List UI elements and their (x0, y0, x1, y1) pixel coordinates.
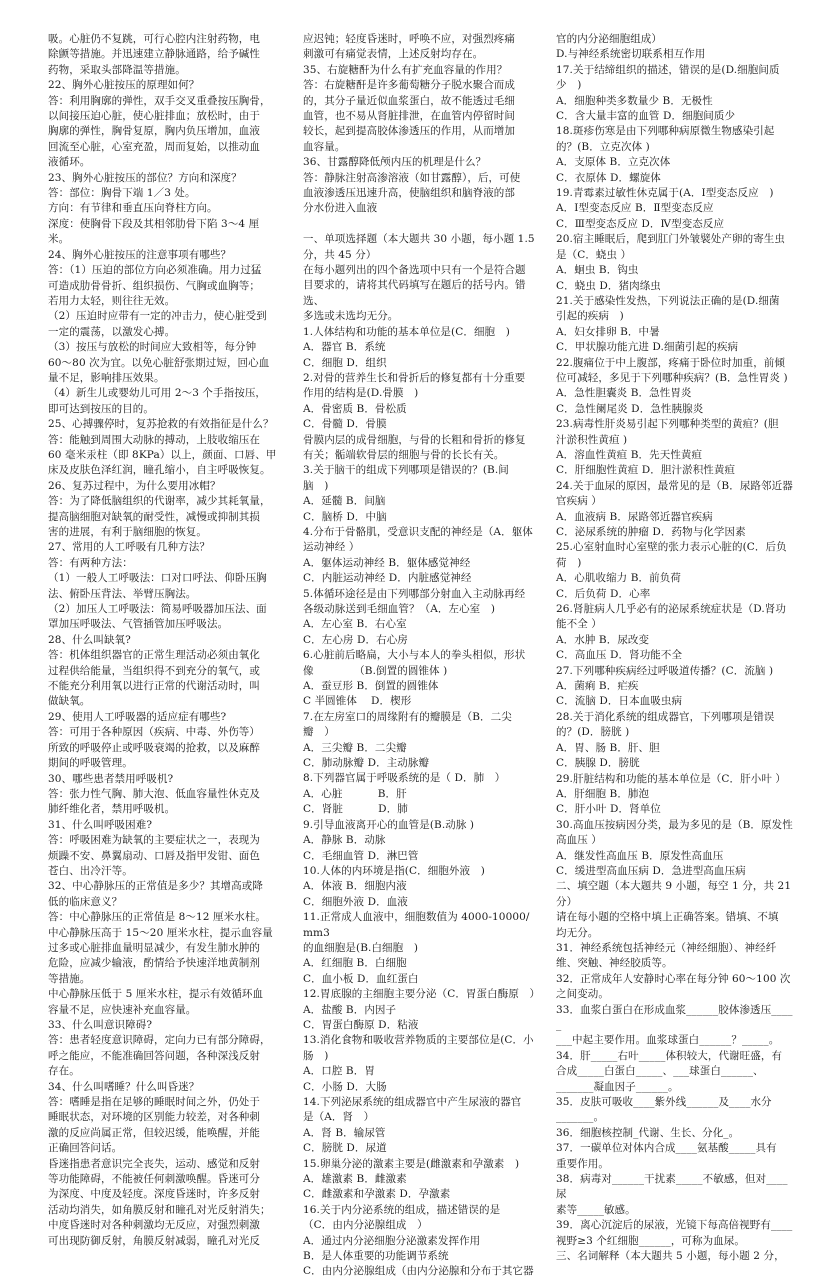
text-line: C．脑桥 D．中脑 (303, 510, 387, 523)
text-line: 三、名词解释（本大题共 5 小题，每小题 2 分， (556, 1250, 785, 1263)
text-line: C．由内分泌腺组成（由内分泌腺和分布于其它器 (303, 1265, 534, 1278)
text-line: 回流至心脏，心室充盈，周而复始，以推动血 (48, 140, 260, 153)
text-line: 33．血浆白蛋白在形成血浆______胶体渗透压_____ (556, 1003, 793, 1031)
text-line: A．器官 B．系统 (303, 341, 386, 354)
text-line: 一、单项选择题（本大题共 30 小题，每小题 1.5 (303, 233, 535, 246)
text-line: 激的反应尚属正常，但较迟缓，能唤醒，并能 (48, 1126, 260, 1139)
text-line: 23.病毒性肝炎易引起下列哪种类型的黄疸？(胆 (556, 418, 779, 431)
text-line: 答：（1）压迫的部位方向必须准确。用力过猛 (48, 264, 262, 277)
text-line: C．甲状腺功能亢进 D.细菌引起的疾病 (556, 341, 739, 354)
text-line: 30.高血压按病因分类，最为多见的是（B．原发性 (556, 818, 793, 831)
text-line: A．通过内分泌细胞分泌激素发挥作用 (303, 1234, 481, 1247)
text-line: 刺激可有痛觉表情，上述反射均存在。 (303, 48, 484, 61)
text-line: 答：张力性气胸、肺大泡、低血容量性休克及 (48, 787, 260, 800)
text-line: 官的内分泌细胞组成） (556, 33, 662, 45)
text-column-left (48, 32, 278, 1249)
text-line: 若用力太轻，则往往无效。 (48, 294, 176, 307)
text-line: A．延髓 B．间脑 (303, 495, 386, 508)
text-line: 中度昏迷时对各种刺激均无反应，对强烈刺激 (48, 1219, 260, 1232)
text-line: 答：利用胸廓的弹性，双手交叉重叠按压胸骨， (48, 94, 271, 107)
text-line: 60～80 次为宜。以免心脏舒张期过短，回心血 (48, 356, 270, 369)
text-line (303, 217, 535, 232)
text-line: 可造成肋骨骨折、组织损伤、气胸或血胸等； (48, 279, 260, 292)
text-line: （3）按压与放松的时间应大致相等，每分钟 (48, 341, 257, 354)
text-line: 答：中心静脉压的正常值是 8～12 厘米水柱。 (48, 911, 267, 924)
text-line: 分，共 45 分） (303, 248, 377, 261)
text-line: 26、复苏过程中，为什么要用冰帽？ (48, 479, 221, 492)
text-line: A．体液 B．细胞内液 (303, 880, 407, 893)
text-line: 有关；骺端软骨层的细胞与骨的长长有关。 (303, 448, 505, 461)
text-line: 所致的呼吸停止或呼吸衰竭的抢救，以及麻醉 (48, 741, 260, 754)
text-line: 29、使用人工呼吸器的适应症有哪些? (48, 710, 227, 723)
text-line: 为深度、中度及轻度。深度昏迷时，许多反射 (48, 1188, 260, 1201)
text-line: 答：有两种方法： (48, 556, 133, 569)
text-line: 呼之能应，不能准确回答问题，各种深浅反射 (48, 1049, 260, 1062)
text-line: 31、什么叫呼吸困难? (48, 818, 153, 831)
text-line: 分水份进入血液 (303, 202, 378, 215)
text-line: C．细胞外液 D．血液 (303, 895, 408, 908)
text-line: C．泌尿系统的肿瘤 D．药物与化学因素 (556, 526, 746, 538)
text-line: 可出现防御反射，角膜反射减弱，瞳孔对光反 (48, 1234, 260, 1247)
text-line: C．肾脏 D．肺 (303, 803, 408, 816)
text-line: 22、胸外心脏按压的原理如何？ (48, 79, 200, 92)
text-line: _______凝血因子______。 (556, 1080, 679, 1093)
text-line: 23、胸外心脏按压的部位？方向和深度？ (48, 171, 242, 184)
text-line: 液循环。 (48, 156, 91, 169)
text-line: 21.关于感染性发热，下列说法正确的是(D.细菌 (556, 294, 780, 307)
text-line: A．三尖瓣 B．二尖瓣 (303, 741, 407, 754)
text-line: 危险，应减少输液，酌情给予快速洋地黄制剂 (48, 957, 260, 970)
text-line: C．流脑 D．日本血吸虫病 (556, 695, 683, 708)
text-line: 33、什么叫意识障碍? (48, 1019, 153, 1031)
text-column-middle (303, 32, 541, 1280)
text-line: 作用的结构是(D.骨膜 ) (303, 387, 419, 400)
text-line: 答：部位：胸骨下端 1／3 处。 (48, 187, 196, 200)
text-line: C．含大量丰富的血管 D．细胞间质少 (556, 110, 736, 123)
text-line: 脑 ) (303, 479, 329, 492)
text-line: C．高血压 D．肾功能不全 (556, 649, 683, 662)
text-line: A．溶血性黄疸 B．先天性黄疸 (556, 448, 703, 461)
text-line: 36．细胞核控制_代谢、生长、分化_。 (556, 1126, 740, 1139)
text-line: 罩加压呼吸法、气管插管加压呼吸法。 (48, 618, 229, 631)
text-line: C．细胞 D．组织 (303, 356, 387, 369)
text-line: 中心静脉压高于 15～20 厘米水柱，提示血容量 (48, 926, 273, 939)
text-line: 血容量。 (303, 140, 346, 153)
text-line: A．细胞种类多数量少 B．无极性 (556, 94, 713, 107)
text-line: 25.心室射血时心室壁的张力表示心脏的(C．后负 (556, 541, 787, 554)
text-line: 二、填空题（本大题共 9 小题，每空 1 分，共 21 (556, 880, 792, 893)
text-line: 答：可用于各种原因（疾病、中毒、外伤等） (48, 726, 260, 739)
text-line: C．内脏运动神经 D．内脏感觉神经 (303, 572, 472, 585)
text-line: A．左心室 B．右心室 (303, 618, 407, 631)
text-line: 27.下列哪种疾病经过呼吸道传播？(C．流脑 ) (556, 664, 774, 677)
text-line: 多选或未选均无分。 (303, 310, 399, 323)
text-line: 37．一碳单位对体内合成____氨基酸_____具有 (556, 1142, 777, 1155)
text-line: 34．肝_____右叶_____体积较大，代谢旺盛，有 (556, 1049, 783, 1062)
text-line: 深度：使胸骨下段及其相邻肋骨下陷 3～4 厘米。 (48, 217, 260, 246)
text-line: 高血压 ） (556, 834, 602, 847)
text-line: 即可达到按压的目的。 (48, 402, 154, 415)
text-line: A．躯体运动神经 B．躯体感觉神经 (303, 556, 471, 569)
text-line: 肠 ) (303, 1049, 329, 1062)
text-line: 活动均消失，如角膜反射和瞳孔对光反射消失； (48, 1203, 271, 1216)
text-line: C．后负荷 D．心率 (556, 587, 651, 600)
text-line: 合成_____白蛋白_____、___球蛋白______、 (556, 1065, 764, 1078)
text-line: 在每小题列出的四个备选项中只有一个是符合题 (303, 264, 526, 277)
text-line: A．心脏 B．肝 (303, 787, 407, 800)
text-line: 是（C．蛲虫 ） (556, 248, 632, 261)
text-line: 29.肝脏结构和功能的基本单位是（C．肝小叶 ） (556, 772, 786, 785)
text-line: C．毛细血管 D．淋巴管 (303, 849, 419, 862)
text-line: 做缺氧。 (48, 695, 91, 708)
text-line: A．红细胞 B．白细胞 (303, 957, 407, 970)
text-line: A．骨密质 B．骨松质 (303, 402, 407, 415)
text-line: 16.关于内分泌系统的组成，描述错误的是 (303, 1203, 501, 1216)
text-line: 之间变动。 (556, 988, 609, 1001)
text-line: 药物，采取头部降温等措施。 (48, 63, 186, 76)
text-line: 3.关于脑干的组成下列哪项是错误的？(B.间 (303, 464, 509, 477)
text-line: 32、中心静脉压的正常值是多少？其增高或降 (48, 880, 263, 893)
text-line: 烦躁不安、鼻翼扇动、口唇及指甲发钳、面色 (48, 849, 260, 862)
text-line: 期间的呼吸管理。 (48, 757, 133, 770)
text-line: 少 ) (556, 79, 582, 92)
text-line: A．妇女排卵 B．中暑 (556, 325, 660, 338)
text-line: C．肝小叶 D．肾单位 (556, 803, 661, 816)
text-line: 31．神经系统包括神经元（神经细胞）、神经纤 (556, 941, 777, 954)
text-line: 30、哪些患者禁用呼吸机? (48, 772, 174, 785)
text-line: 4.分布于骨骼肌，受意识支配的神经是（A．躯体 (303, 525, 533, 538)
text-line: A．肾 B．输尿管 (303, 1126, 386, 1139)
text-line: 5.体循环途径是由下列哪部分射血入主动脉再经 (303, 587, 526, 600)
text-line: A．菌痢 B．疟疾 (556, 680, 639, 693)
text-line: 重要作用。 (556, 1157, 609, 1170)
text-line: 过程供给能量，当组织得不到充分的氧气，或 (48, 664, 260, 677)
text-line: 35、右旋糖酐为什么有扩充血容量的作用？ (303, 63, 508, 76)
text-line: 的血细胞是(B.白细胞 ) (303, 941, 419, 954)
text-line: C．骨髓 D．骨膜 (303, 418, 387, 431)
text-line: 请在每小题的空格中填上正确答案。错填、不填 (556, 911, 779, 924)
text-line: 位可减轻，多见于下列哪种疾病？(B．急性胃炎 ) (556, 371, 788, 384)
text-line: 较长，起到提高胶体渗透压的作用，从而增加 (303, 125, 515, 138)
text-line: A．血液病 B．尿路邻近器官疾病 (556, 510, 713, 523)
text-line: C 半圆锥体 D．楔形 (303, 695, 412, 708)
text-line: 10.人体的内环境是指(C．细胞外液 ) (303, 864, 485, 877)
text-line: 运动神经 ） (303, 541, 360, 554)
text-line: 汁淤积性黄疸 ) (556, 433, 628, 446)
text-line: 除颤等措施。并迅速建立静脉通路，给予碱性 (48, 48, 260, 61)
text-line: 答：呼吸困难为缺氧的主要症状之一，表现为 (48, 834, 260, 847)
text-line: 6.心脏前后略扁，大小与本人的拳头相似，形状 (303, 649, 526, 662)
text-line: （4）新生儿或婴幼儿可用 2～3 个手指按压， (48, 387, 267, 400)
text-line: 12.胃底腺的主细胞主要分泌（C．胃蛋白酶原 ） (303, 988, 541, 1001)
text-line: 等措施。 (48, 972, 91, 985)
text-line: A．急性胆囊炎 B．急性胃炎 (556, 387, 692, 400)
text-line: 60 毫米汞柱（即 8KPa）以上，颜面、口唇、甲 (48, 448, 277, 461)
text-line: 害的进展，有利于脑细胞的恢复。 (48, 526, 207, 538)
text-line: ___中起主要作用。血浆球蛋白______？_____。 (556, 1034, 780, 1047)
text-line: 法、俯卧压背法、举臂压胸法。 (48, 587, 197, 600)
text-line: A．蚕豆形 B．倒置的圆锥体 (303, 680, 439, 693)
text-line: 32．正常成年人安静时心率在每分钟 60～100 次 (556, 972, 791, 985)
text-line: 官疾病 ） (556, 495, 602, 508)
text-line: （2）加压人工呼吸法：简易呼吸器加压法、面 (48, 603, 267, 616)
text-line: （2）压迫时应带有一定的冲击力，使心脏受到 (48, 310, 267, 323)
text-line: 13.消化食物和吸收营养物质的主要部位是(C．小 (303, 1034, 534, 1047)
text-line: 一定的震荡，以激发心搏。 (48, 325, 176, 338)
text-line: 血液渗透压迅速升高，使脑组织和脑脊液的部 (303, 187, 515, 200)
text-line: 38．病毒对______干扰素_____不敏感，但对____尿 (556, 1173, 788, 1201)
text-line: 答：患者轻度意识障碍，定向力已有部分障碍， (48, 1034, 271, 1047)
text-line: 吸。心脏仍不复跳，可行心腔内注射药物，电 (48, 33, 260, 45)
text-line: 血管，也不易从肾脏排泄，在血管内停留时间 (303, 110, 515, 123)
text-line: 的？(B．立克次体 ) (556, 140, 650, 153)
text-line: 20.宿主睡眠后，爬到肛门外皱襞处产卵的寄生虫 (556, 233, 785, 246)
text-line: 28.关于消化系统的组成器官，下列哪项是错误 (556, 710, 775, 723)
text-line: _______。 (556, 1111, 605, 1124)
text-line: 提高脑细胞对缺氧的耐受性，减慢或抑制其损 (48, 510, 260, 523)
text-line: 正确回答问话。 (48, 1142, 123, 1155)
text-line: 苍白、出冷汗等。 (48, 864, 133, 877)
text-line: 素等_____敏感。 (556, 1203, 636, 1216)
text-line: 11.正常成人血液中，细胞数值为 4000-10000/mm3 (303, 911, 530, 939)
text-line: 昏迷指患者意识完全丧失，运动、感觉和反射 (48, 1157, 260, 1170)
text-line: C．缓进型高血压病 D．急进型高血压病 (556, 864, 746, 877)
text-line: 答：机体组织器官的正常生理活动必须由氧化 (48, 649, 260, 662)
text-column-right (556, 32, 794, 1265)
text-line: C．急性阑尾炎 D．急性胰腺炎 (556, 402, 704, 415)
text-line: C．胰腺 D．膀胱 (556, 757, 640, 770)
text-line: 34、什么叫嗜睡？什么叫昏迷？ (48, 1080, 200, 1093)
text-line: B．是人体重要的功能调节系统 (303, 1250, 449, 1263)
text-line: A．静脉 B．动脉 (303, 834, 386, 847)
text-line: 存在。 (48, 1065, 80, 1078)
text-line: A．水肿 B．尿改变 (556, 633, 650, 646)
text-line: 答：能触到周围大动脉的搏动，上肢收缩压在 (48, 433, 260, 446)
text-line: 肺纤维化者，禁用呼吸机。 (48, 803, 176, 816)
text-line: 19.青霉素过敏性休克属于(A．Ⅰ型变态反应 ) (556, 187, 774, 200)
text-line: 15.卵巢分泌的激素主要是(雌激素和孕激素 ) (303, 1157, 520, 1170)
text-line: 是（A．肾 ） (303, 1111, 375, 1124)
text-line: 均无分。 (556, 926, 599, 939)
text-line: A．支原体 B．立克次体 (556, 156, 671, 169)
text-line: A．雄激素 B．雌激素 (303, 1173, 407, 1186)
text-line: C．雌激素和孕激素 D．孕激素 (303, 1188, 451, 1201)
text-line: （C．由内分泌腺组成 ） (303, 1219, 428, 1232)
text-line: 分） (556, 895, 578, 908)
text-line: 7.在左房室口的周缘附有的瓣膜是（B．二尖瓣 ） (303, 710, 512, 739)
text-line: 14.下列泌尿系统的组成器官中产生尿液的器官 (303, 1096, 522, 1109)
text-line: A．肝细胞 B．肺泡 (556, 787, 650, 800)
text-line: 35．皮肤可吸收____紫外线______及____水分 (556, 1096, 772, 1109)
text-line: 中心静脉压低于 5 厘米水柱，提示有效循环血 (48, 988, 264, 1001)
text-line: C．蛲虫 D．猪肉绦虫 (556, 279, 661, 292)
text-line: 容量不足，应快速补充血容量。 (48, 1003, 197, 1016)
text-line: A．Ⅰ型变态反应 B．Ⅱ型变态反应 (556, 202, 714, 215)
text-line: 18.斑疹伤寒是由下列哪种病原微生物感染引起 (556, 125, 775, 138)
text-line: C．左心房 D．右心房 (303, 633, 408, 646)
text-line: 24、胸外心脏按压的注意事项有哪些？ (48, 248, 232, 261)
text-line: C．胃蛋白酶原 D．粘液 (303, 1018, 419, 1031)
text-line: 低的临床意义？ (48, 895, 123, 908)
text-line: 28、什么叫缺氧? (48, 633, 131, 646)
text-line: 胸廓的弹性，胸骨复原，胸内负压增加，血液 (48, 125, 260, 138)
text-line: A．口腔 B．胃 (303, 1065, 375, 1078)
text-line: 床及皮肤色泽红润，瞳孔缩小，自主呼吸恢复。 (48, 464, 271, 477)
text-line: A．盐酸 B．内因子 (303, 1003, 397, 1016)
text-line: 36、甘露醇降低颅内压的机理是什么？ (303, 156, 487, 169)
text-line: 方向：有节律和垂直压向脊柱方向。 (48, 202, 218, 215)
text-line: C．衣原体 D．螺旋体 (556, 171, 661, 184)
text-line: 27、常用的人工呼吸有几种方法？ (48, 541, 210, 554)
text-line: 量不足，影响排压效果。 (48, 371, 165, 384)
text-line: 8.下列器官属于呼吸系统的是（ D．肺 ） (303, 772, 506, 785)
text-line: 各级动脉送到毛细血管？（A．左心室 ) (303, 603, 496, 616)
text-line: 22.腹痛位于中上腹部，疼痛于卧位时加重，前倾 (556, 356, 785, 369)
text-line: 以间接压迫心脏，使心脏排血；放松时，由于 (48, 110, 260, 123)
text-line: 26.肾脏病人几乎必有的泌尿系统症状是（D.肾功 (556, 603, 786, 616)
text-line: 答：右旋糖酐是许多葡萄糖分子脱水聚合而成 (303, 79, 515, 92)
text-line: 应迟钝；轻度昏迷时，呼唤不应，对强烈疼痛 (303, 33, 515, 45)
text-line: 维、突触、神经胶质等。 (556, 957, 673, 970)
text-line: 目要求的，请将其代码填写在题后的括号内。错选、 (303, 279, 526, 307)
text-line: 的？(D．膀胱 ) (556, 726, 630, 739)
text-line: 答：嗜睡是指在足够的睡眠时间之外，仍处于 (48, 1096, 260, 1109)
text-line: A．蛔虫 B．钩虫 (556, 264, 639, 277)
text-line: 1.人体结构和功能的基本单位是(C．细胞 ) (303, 325, 510, 338)
text-line: 25、心搏骤停时，复苏抢救的有效指征是什么？ (48, 418, 274, 431)
text-line: 24.关于血尿的原因，最常见的是（B．尿路邻近器 (556, 479, 793, 492)
text-line: C．血小板 D．血红蛋白 (303, 972, 419, 985)
text-line: （1）一般人工呼吸法：口对口呼法、仰卧压胸 (48, 572, 267, 585)
text-line: 骨膜内层的成骨细胞，与骨的长粗和骨折的修复 (303, 433, 526, 446)
text-line: 答：为了降低脑组织的代谢率，减少其耗氧量， (48, 495, 271, 508)
text-line: D.与神经系统密切联系相互作用 (556, 48, 706, 61)
text-line: C．肺动脉瓣 D．主动脉瓣 (303, 757, 430, 770)
text-line: 睡眠状态，对环境的区别能力较差，对各种刺 (48, 1111, 260, 1124)
text-line: 像 （B.倒置的圆锥体 ) (303, 664, 448, 677)
text-line: 荷 ) (556, 556, 582, 569)
text-line: A．胃、肠 B．肝、胆 (556, 741, 660, 754)
text-line: 能不全 ） (556, 618, 602, 631)
text-line: A．继发性高血压 B．原发性高血压 (556, 849, 724, 862)
text-line: C．Ⅲ型变态反应 D．Ⅳ型变态反应 (556, 217, 725, 230)
text-line: C．肝细胞性黄疸 D．胆汁淤积性黄疸 (556, 464, 736, 477)
text-line: 2.对骨的营养生长和骨折后的修复都有十分重要 (303, 371, 526, 384)
text-line: 视野≥3 个红细胞______，可称为血尿。 (556, 1234, 746, 1247)
text-line: 过多或心脏排血量明显减少，有发生肺水肿的 (48, 941, 260, 954)
text-line: 引起的疾病 ) (556, 310, 624, 323)
text-line: 的，其分子量近似血浆蛋白，故不能透过毛细 (303, 94, 515, 107)
text-line: 不能充分利用氧以进行正常的代谢活动时，叫 (48, 680, 260, 693)
text-line: C．小肠 D．大肠 (303, 1080, 387, 1093)
text-line: 答：静脉注射高渗溶液（如甘露醇），后，可使 (303, 171, 521, 184)
text-line: C．膀胱 D．尿道 (303, 1142, 387, 1155)
text-line: 39．离心沉淀后的尿液，光镜下每高倍视野有____ (556, 1219, 793, 1232)
text-line: 等功能障碍，不能被任何刺激唤醒。昏迷可分 (48, 1173, 260, 1186)
text-line: 9.引导血液离开心的血管是(B.动脉 ) (303, 818, 475, 831)
text-line: A．心肌收缩力 B．前负荷 (556, 572, 681, 585)
text-line: 17.关于结缔组织的描述，错误的是(D.细胞间质 (556, 63, 780, 76)
